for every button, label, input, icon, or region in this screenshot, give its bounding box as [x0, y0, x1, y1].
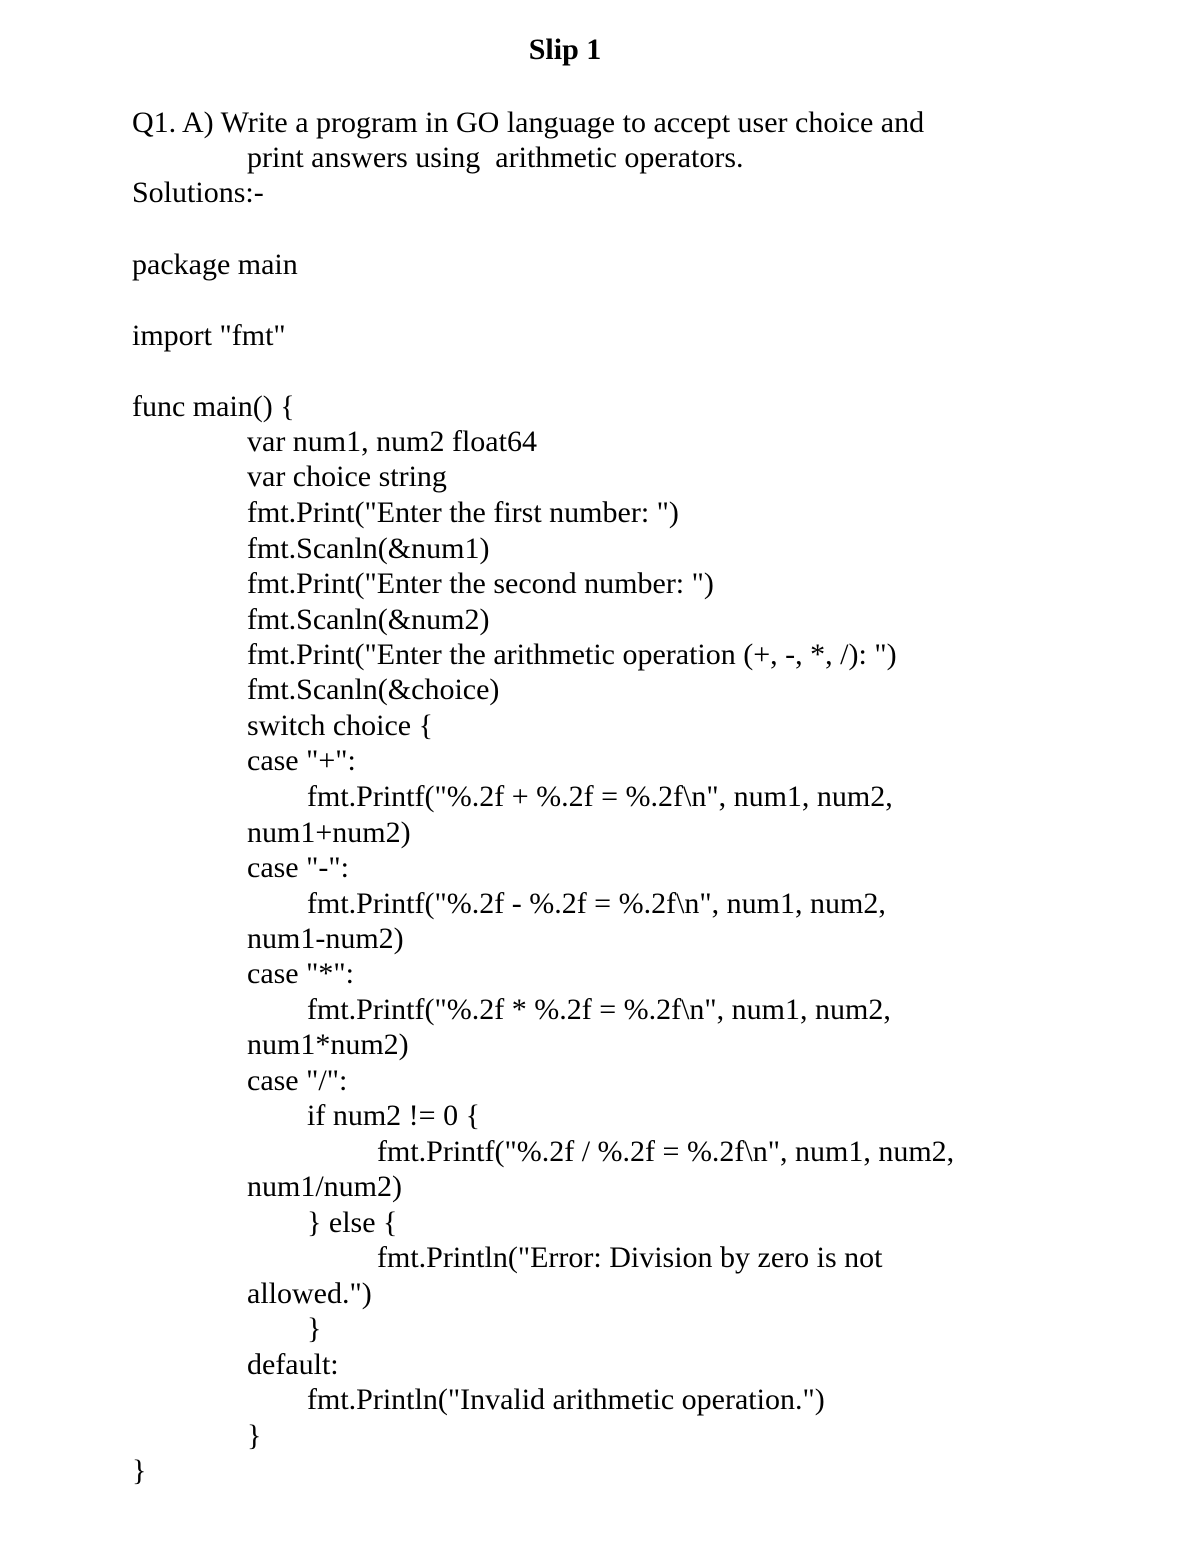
slip-title: Slip 1 [528, 33, 602, 66]
code-line: allowed.") [247, 1277, 372, 1310]
question-line-2: print answers using arithmetic operators. [247, 141, 744, 174]
code-line: package main [132, 248, 298, 281]
code-line: case "/": [247, 1064, 348, 1097]
code-line: } [307, 1312, 322, 1345]
code-line: } [247, 1419, 262, 1452]
code-line: num1*num2) [247, 1028, 409, 1061]
code-line: fmt.Printf("%.2f / %.2f = %.2f\n", num1, num2, [377, 1135, 955, 1168]
code-line: fmt.Printf("%.2f * %.2f = %.2f\n", num1, num2, [307, 993, 891, 1026]
code-line: fmt.Printf("%.2f + %.2f = %.2f\n", num1, num2, [307, 780, 893, 813]
code-line: num1-num2) [247, 922, 404, 955]
code-line: func main() { [132, 390, 295, 423]
code-line: fmt.Scanln(&choice) [247, 673, 500, 706]
solutions-label: Solutions:- [132, 176, 264, 209]
code-line: case "+": [247, 744, 356, 777]
code-line: fmt.Printf("%.2f - %.2f = %.2f\n", num1, num2, [307, 887, 886, 920]
code-line: fmt.Println("Error: Division by zero is not [377, 1241, 883, 1274]
code-line: import "fmt" [132, 319, 286, 352]
code-line: if num2 != 0 { [307, 1099, 480, 1132]
code-line: default: [247, 1348, 339, 1381]
code-line: num1/num2) [247, 1170, 402, 1203]
code-line: fmt.Print("Enter the first number: ") [247, 496, 679, 529]
code-line: var choice string [247, 460, 447, 493]
code-line: fmt.Scanln(&num2) [247, 603, 490, 636]
code-line: fmt.Print("Enter the second number: ") [247, 567, 714, 600]
code-line: switch choice { [247, 709, 434, 742]
code-line: fmt.Println("Invalid arithmetic operation.") [307, 1383, 825, 1416]
code-line: var num1, num2 float64 [247, 425, 537, 458]
code-line: fmt.Print("Enter the arithmetic operation (+, -, *, /): ") [247, 638, 897, 671]
code-line: num1+num2) [247, 816, 411, 849]
code-line: case "-": [247, 851, 349, 884]
question-line-1: Q1. A) Write a program in GO language to accept user choice and [132, 106, 925, 139]
code-line: case "*": [247, 957, 354, 990]
code-line: fmt.Scanln(&num1) [247, 532, 490, 565]
code-line: } else { [307, 1206, 398, 1239]
code-line: } [132, 1454, 147, 1487]
